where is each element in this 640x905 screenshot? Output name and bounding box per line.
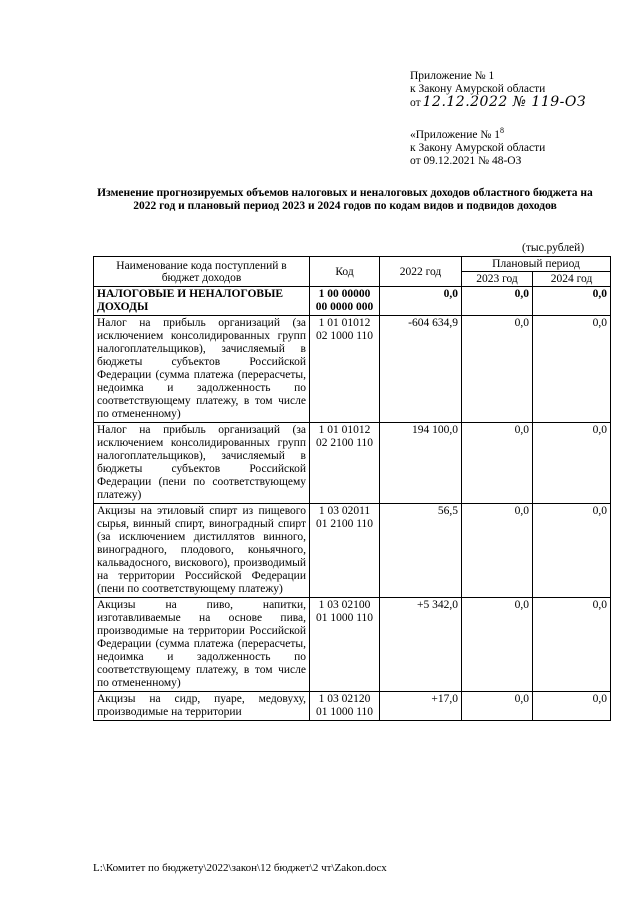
appendix-superscript: 8 (499, 126, 504, 135)
appendix-date-line (410, 96, 630, 110)
row-value-2024: 0,0 (533, 423, 611, 504)
table-row (94, 504, 611, 598)
row-value-2023: 0,0 (462, 316, 533, 423)
row-value-2024: 0,0 (533, 504, 611, 598)
quoted-appendix-date: от 09.12.2021 № 48-ОЗ (410, 155, 522, 167)
document-title: Изменение прогнозируемых объемов налоговых и неналоговых доходов областного бюджета на 2022 год и плановый период 2023 и 2024 годов по кодам видов и подвидов доходов (97, 187, 593, 212)
row-value-2024: 0,0 (533, 598, 611, 692)
row-value-2024: 0,0 (533, 692, 611, 721)
table-row (94, 598, 611, 692)
row-code: 1 00 00000 00 0000 000 (310, 287, 380, 316)
table-row (94, 423, 611, 504)
quoted-appendix-law-ref: к Закону Амурской области (410, 142, 546, 154)
table-row (94, 316, 611, 423)
row-name: Налог на прибыль организаций (за исключением консолидированных групп налогоплательщиков), зачисляемый в бюджеты субъектов Российской Федерации (сумма платежа (перерасчеты, недоимка и задолженность по соответствующему платежу, в том числе по отмененному) (94, 316, 310, 423)
table-row (94, 287, 611, 316)
column-header-plan-period: Плановый период (462, 257, 611, 272)
row-code: 1 03 02120 01 1000 110 (310, 692, 380, 721)
row-value-2023: 0,0 (462, 287, 533, 316)
row-value-2024: 0,0 (533, 287, 611, 316)
handwritten-date-number: 12.12.2022 № 119-ОЗ (422, 94, 587, 110)
row-value-2022: 194 100,0 (380, 423, 462, 504)
row-value-2022: +5 342,0 (380, 598, 462, 692)
row-value-2022: 56,5 (380, 504, 462, 598)
row-value-2023: 0,0 (462, 504, 533, 598)
column-header-2024: 2024 год (533, 272, 611, 287)
row-code: 1 01 01012 02 1000 110 (310, 316, 380, 423)
column-header-code: Код (310, 257, 380, 287)
row-value-2023: 0,0 (462, 692, 533, 721)
file-path-footer: L:\Комитет по бюджету\2022\закон\12 бюджет\2 чт\Zakon.docx (93, 862, 387, 874)
row-value-2022: -604 634,9 (380, 316, 462, 423)
appendix-number: Приложение № 1 (410, 70, 495, 82)
row-code: 1 01 01012 02 2100 110 (310, 423, 380, 504)
quoted-appendix-header (410, 124, 630, 168)
appendix-law-ref: к Закону Амурской области (410, 83, 546, 95)
column-header-name: Наименование кода поступлений в бюджет доходов (94, 257, 310, 287)
appendix-date-prefix: от (410, 97, 421, 109)
column-header-2023: 2023 год (462, 272, 533, 287)
row-name: НАЛОГОВЫЕ И НЕНАЛОГОВЫЕ ДОХОДЫ (94, 287, 310, 316)
row-value-2022: 0,0 (380, 287, 462, 316)
row-value-2023: 0,0 (462, 598, 533, 692)
appendix-header (410, 70, 630, 110)
row-value-2023: 0,0 (462, 423, 533, 504)
row-name: Акцизы на этиловый спирт из пищевого сырья, винный спирт, виноградный спирт (за исключением дистиллятов винного, виноградного, плодового, коньячного, кальвадосного, вискового), производимый на территории Российской Федерации (пени по соответствующему платежу) (94, 504, 310, 598)
table-row (94, 692, 611, 721)
row-value-2022: +17,0 (380, 692, 462, 721)
column-header-2022: 2022 год (380, 257, 462, 287)
revenue-table (93, 256, 611, 721)
row-name: Налог на прибыль организаций (за исключением консолидированных групп налогоплательщиков), зачисляемый в бюджеты субъектов Российской Федерации (пени по соответствующему платежу) (94, 423, 310, 504)
row-code: 1 03 02100 01 1000 110 (310, 598, 380, 692)
row-name: Акцизы на пиво, напитки, изготавливаемые на основе пива, производимые на территории Российской Федерации (сумма платежа (перерасчеты, недоимка и задолженность по соответствующему платежу, в том числе по отмененному) (94, 598, 310, 692)
quoted-appendix-number: «Приложение № $1^8$ (410, 126, 504, 141)
row-value-2024: 0,0 (533, 316, 611, 423)
units-label: (тыс.рублей) (522, 242, 585, 254)
row-name: Акцизы на сидр, пуаре, медовуху, производимые на территории (94, 692, 310, 721)
row-code: 1 03 02011 01 2100 110 (310, 504, 380, 598)
